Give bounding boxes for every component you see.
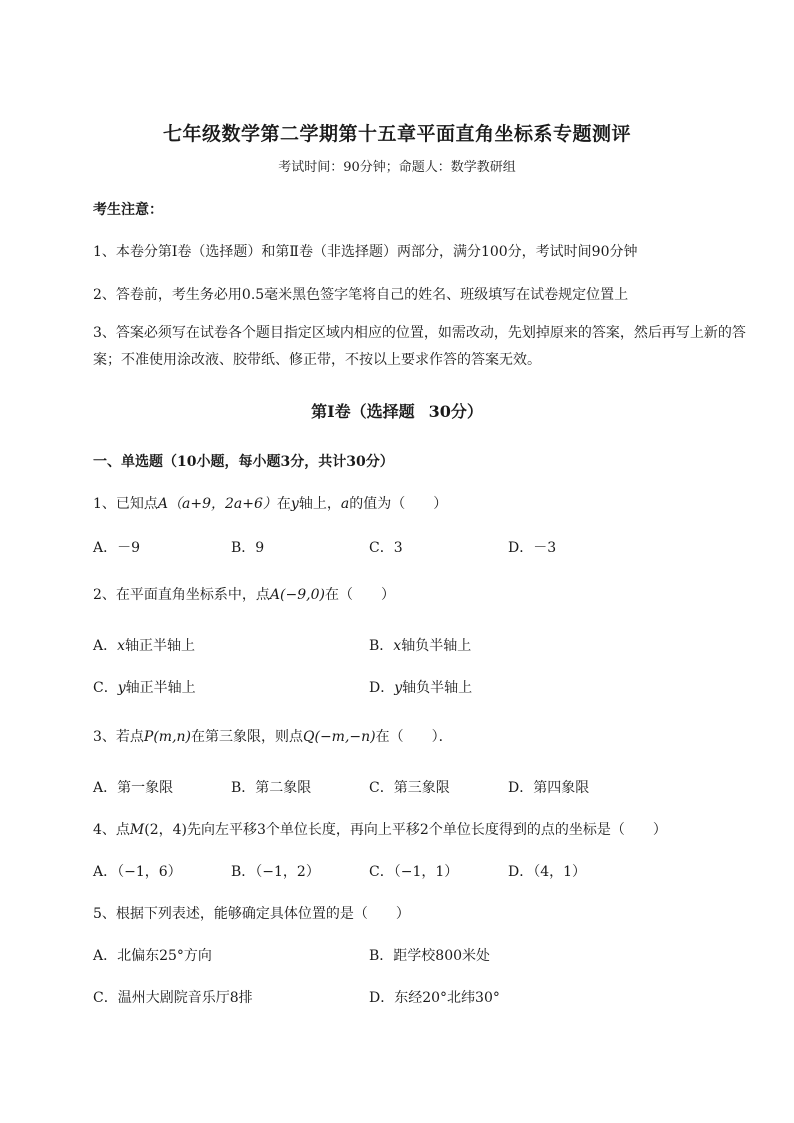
q1-text-d: 的值为（ ）	[349, 496, 448, 512]
q2-option-c-var: y	[117, 680, 126, 696]
q2-option-d-text: 轴负半轴上	[402, 680, 473, 696]
q2-option-a[interactable]	[93, 635, 195, 655]
q2-option-c[interactable]	[93, 677, 196, 697]
q5-option-a[interactable]: A．北偏东25°方向	[93, 948, 212, 964]
q1-option-c[interactable]: C．3	[369, 540, 403, 556]
q2-option-c-text: 轴正半轴上	[125, 680, 196, 696]
q5-option-c[interactable]: C．温州大剧院音乐厅8排	[93, 990, 253, 1006]
q1-text-c: 轴上，	[298, 496, 341, 512]
q2-text-a: 2、在平面直角坐标系中，点	[93, 587, 270, 603]
q4-text-b: (2，4)先向左平移3个单位长度，再向上平移2个单位长度得到的点的坐标是（ ）	[144, 822, 667, 838]
group-title: 一、单选题（10小题，每小题3分，共计30分）	[93, 454, 394, 470]
section-title	[0, 399, 794, 422]
question-1-stem	[93, 493, 447, 513]
question-5-stem: 5、根据下列表述，能够确定具体位置的是（ ）	[93, 906, 410, 922]
q1-text-a: 1、已知点	[93, 496, 158, 512]
q2-point: A(−9,0)	[269, 587, 325, 603]
section-title-score: 30分）	[428, 402, 483, 421]
question-2-stem	[93, 584, 395, 604]
question-3-stem	[93, 726, 453, 746]
q2-option-a-letter: A．	[93, 638, 118, 654]
q1-option-b[interactable]: B．9	[231, 540, 265, 556]
notice-item-2: 2、答卷前，考生务必用0.5毫米黑色签字笔将自己的姓名、班级填写在试卷规定位置上	[93, 287, 629, 303]
q2-option-a-var: x	[117, 638, 126, 654]
notice-item-3: 3、答案必须写在试卷各个题目指定区域内相应的位置，如需改动，先划掉原来的答案，然后再写上新的答案；不准使用涂改液、胶带纸、修正带，不按以上要求作答的答案无效。	[93, 325, 746, 368]
q1-text-b: 在	[276, 496, 291, 512]
q5-option-b[interactable]: B．距学校800米处	[369, 948, 491, 964]
q2-option-d-var: y	[394, 680, 403, 696]
q2-option-d[interactable]	[369, 677, 472, 697]
notice-item-1: 1、本卷分第I卷（选择题）和第Ⅱ卷（非选择题）两部分，满分100分，考试时间90分钟	[93, 244, 638, 260]
q4-point-m: M	[129, 822, 145, 838]
q5-option-d[interactable]: D．东经20°北纬30°	[369, 990, 500, 1006]
notice-heading: 考生注意：	[93, 202, 163, 218]
q3-option-c[interactable]: C．第三象限	[369, 780, 450, 796]
q2-option-b[interactable]	[369, 635, 471, 655]
q2-option-c-letter: C．	[93, 680, 118, 696]
q4-text-a: 4、点	[93, 822, 130, 838]
q1-var-a: a	[340, 496, 350, 512]
q1-option-a[interactable]: A．－9	[93, 540, 141, 556]
q1-var-y: y	[290, 496, 299, 512]
q2-text-b: 在（ ）	[324, 587, 395, 603]
q3-text-c: 在（ ）．	[375, 729, 453, 745]
section-title-main: 第I卷（选择题	[311, 402, 415, 421]
q1-point: A（a+9，2a+6）	[157, 496, 277, 512]
q4-option-b[interactable]: B．（−1，2）	[231, 864, 320, 880]
q2-option-a-text: 轴正半轴上	[125, 638, 196, 654]
q4-option-a[interactable]: A．（−1，6）	[93, 864, 182, 880]
q3-option-b[interactable]: B．第二象限	[231, 780, 312, 796]
question-4-stem	[93, 819, 667, 839]
q2-option-b-var: x	[393, 638, 402, 654]
q3-point-p: P(m,n)	[143, 729, 192, 745]
exam-title: 七年级数学第二学期第十五章平面直角坐标系专题测评	[162, 123, 631, 145]
q2-option-d-letter: D．	[369, 680, 395, 696]
q4-option-d[interactable]: D．（4，1）	[508, 864, 587, 880]
q3-text-b: 在第三象限，则点	[191, 729, 304, 745]
q3-text-a: 3、若点	[93, 729, 144, 745]
q3-option-d[interactable]: D．第四象限	[508, 780, 590, 796]
q1-option-d[interactable]: D．－3	[508, 540, 557, 556]
q4-option-c[interactable]: C．（−1，1）	[369, 864, 459, 880]
q2-option-b-letter: B．	[369, 638, 394, 654]
exam-subtitle: 考试时间：90分钟；命题人：数学教研组	[278, 160, 516, 175]
q3-option-a[interactable]: A．第一象限	[93, 780, 174, 796]
q2-option-b-text: 轴负半轴上	[401, 638, 472, 654]
q3-point-q: Q(−m,−n)	[303, 729, 376, 745]
